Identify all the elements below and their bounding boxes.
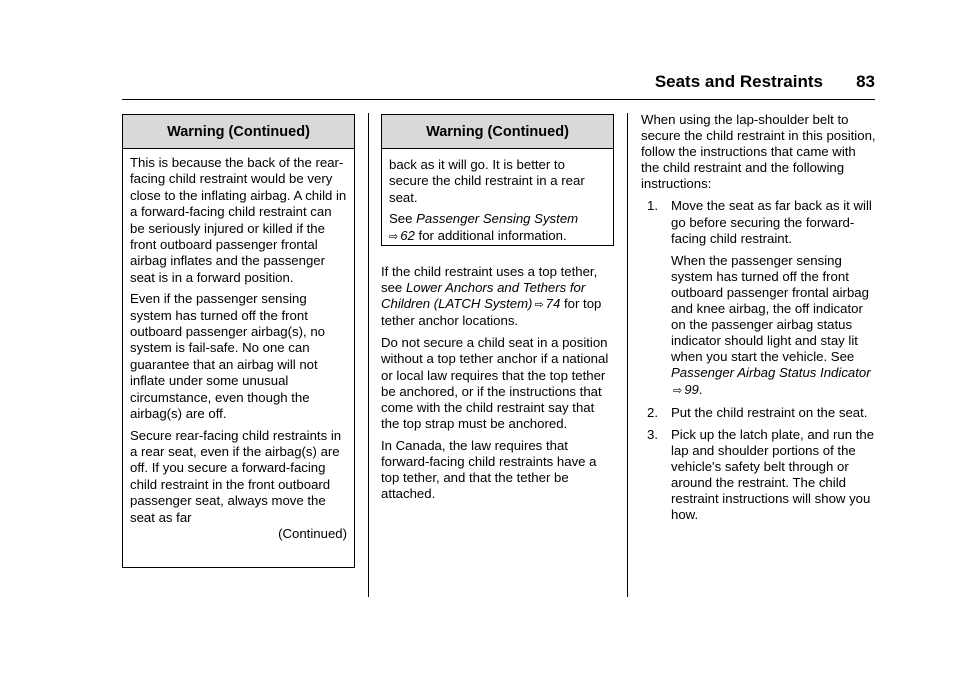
- instruction-step: [641, 198, 877, 398]
- column-divider-2: [627, 113, 628, 597]
- warning-paragraph: This is because the back of the rear-facing child restraint would be very close to the inflating airbag. A child in a forward-facing child restraint can be seriously injured or killed if the front outboard passenger frontal airbag inflates and the passenger seat is in a forward position.: [130, 155, 347, 285]
- step-number: 2.: [647, 404, 658, 420]
- step-number: 3.: [647, 426, 658, 442]
- warning-box-continued-1: [122, 114, 355, 568]
- text-span: .: [698, 381, 703, 397]
- page-ref-arrow-icon: ⇨: [673, 384, 683, 397]
- cross-reference-link[interactable]: Passenger Sensing System: [416, 211, 579, 227]
- paragraph: Do not secure a child seat in a position without a top tether anchor if a national or local law requires that the top tether be anchored, or if the instructions that come with the child restraint say that the top strap must be anchored.: [381, 335, 609, 431]
- step-text: Pick up the latch plate, and run the lap and shoulder portions of the vehicle's safety belt through or around the restraint. The child restraint instructions will show you how.: [671, 426, 875, 523]
- continued-label: (Continued): [278, 525, 347, 541]
- step-text: Move the seat as far back as it will go before securing the forward-facing child restraint.: [671, 198, 872, 246]
- warning-paragraph: Secure rear-facing child restraints in a rear seat, even if the airbag(s) are off. If you secure a forward-facing child restraint in the front outboard passenger seat, always move the seat as far: [130, 427, 342, 525]
- page-number: 83: [856, 72, 875, 91]
- instruction-list: [641, 198, 877, 523]
- page-reference[interactable]: 74: [545, 296, 561, 312]
- text-span: for top tether anchor locations.: [381, 296, 602, 329]
- paragraph: [381, 264, 611, 329]
- warning-body: [382, 149, 613, 245]
- warning-body: [123, 149, 354, 542]
- intro-paragraph: When using the lap-shoulder belt to secure the child restraint in this position, follow the instructions that came with the child restraint and the following instructions:: [641, 112, 876, 192]
- header-rule: [122, 99, 875, 100]
- column-divider-1: [368, 113, 369, 597]
- step-note: [671, 253, 877, 399]
- text-span: When the passenger sensing system has turned off the front outboard passenger frontal airbag and knee airbag, the off indicator on the passenger airbag status indicator should light and stay lit when you start the vehicle. See: [671, 252, 869, 365]
- warning-heading: Warning (Continued): [123, 115, 354, 149]
- section-title: Seats and Restraints: [654, 72, 823, 91]
- cross-reference-link[interactable]: Lower Anchors and Tethers for Children (LATCH System): [381, 280, 586, 312]
- warning-paragraph: [389, 211, 607, 245]
- column-3-text: [641, 112, 877, 529]
- text-span: See: [389, 211, 417, 227]
- warning-paragraph: back as it will go. It is better to secure the child restraint in a rear seat.: [389, 157, 585, 205]
- column-2-text: [381, 264, 611, 508]
- text-span: If the child restraint uses a top tether, see: [381, 264, 598, 296]
- warning-paragraph: Even if the passenger sensing system has turned off the front outboard passenger airbag(s), no system is fail-safe. No one can guarantee that an airbag will not inflate under some unusual circumstance, even though the airbag(s) are off.: [130, 291, 326, 422]
- page-header: [122, 70, 875, 100]
- cross-reference-link[interactable]: Passenger Airbag Status Indicator: [671, 365, 871, 381]
- page-reference[interactable]: 99: [684, 381, 699, 397]
- text-span: for additional information.: [414, 227, 567, 243]
- warning-box-continued-2: [381, 114, 614, 246]
- instruction-step: [641, 405, 877, 421]
- paragraph: In Canada, the law requires that forward-facing child restraints have a top tether, and that the tether be attached.: [381, 437, 597, 502]
- page-reference[interactable]: 62: [400, 227, 415, 243]
- instruction-step: [641, 427, 877, 524]
- step-text: Put the child restraint on the seat.: [671, 404, 868, 420]
- warning-heading: Warning (Continued): [382, 115, 613, 149]
- step-number: 1.: [647, 198, 658, 214]
- page-ref-arrow-icon: ⇨: [534, 299, 544, 312]
- page-ref-arrow-icon: ⇨: [389, 230, 399, 243]
